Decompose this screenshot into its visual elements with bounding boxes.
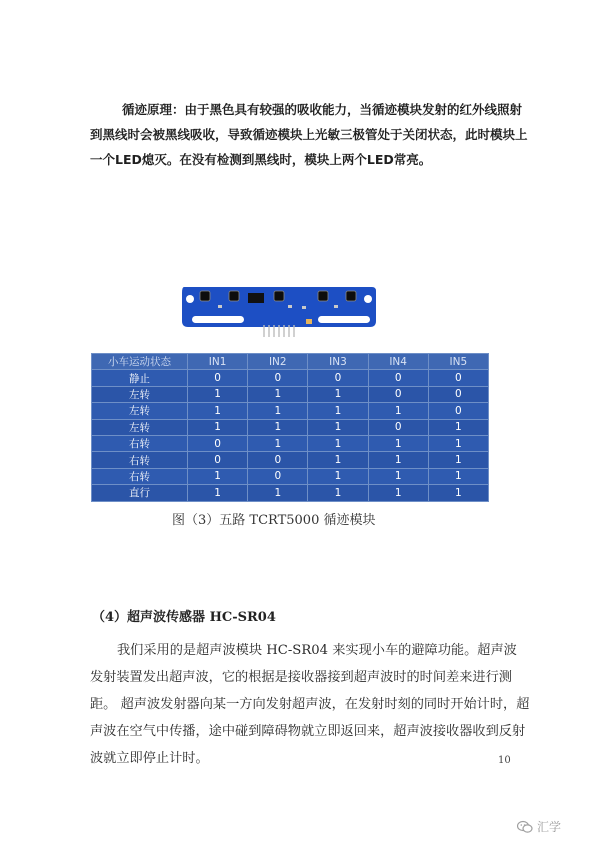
table-cell: 1 xyxy=(248,386,308,402)
figure-caption: 图（3）五路 TCRT5000 循迹模块 xyxy=(172,513,376,528)
table-cell: 1 xyxy=(308,403,368,419)
table-cell: 1 xyxy=(368,403,428,419)
table-cell: 0 xyxy=(368,370,428,386)
table-cell: 0 xyxy=(188,452,248,468)
table-header-cell: 小车运动状态 xyxy=(92,354,188,370)
table-cell: 静止 xyxy=(92,370,188,386)
table-cell: 1 xyxy=(428,435,488,451)
table-header-cell: IN3 xyxy=(308,354,368,370)
table-row xyxy=(92,403,489,419)
table-cell: 左转 xyxy=(92,403,188,419)
table-cell: 左转 xyxy=(92,419,188,435)
table-cell: 1 xyxy=(428,468,488,484)
table-cell: 1 xyxy=(248,435,308,451)
table-cell: 0 xyxy=(248,452,308,468)
table-cell: 1 xyxy=(188,386,248,402)
table-row xyxy=(92,370,489,386)
table-cell: 1 xyxy=(188,419,248,435)
table-cell: 0 xyxy=(188,370,248,386)
table-cell: 1 xyxy=(308,452,368,468)
table-cell: 1 xyxy=(248,403,308,419)
table-cell: 1 xyxy=(308,419,368,435)
table-header-cell: IN2 xyxy=(248,354,308,370)
table-cell: 0 xyxy=(368,419,428,435)
table-cell: 0 xyxy=(428,370,488,386)
wechat-icon xyxy=(517,820,533,834)
table-row xyxy=(92,419,489,435)
table-header-cell: IN5 xyxy=(428,354,488,370)
table-cell: 0 xyxy=(248,468,308,484)
table-cell: 1 xyxy=(308,435,368,451)
table-cell: 1 xyxy=(308,386,368,402)
table-cell: 1 xyxy=(188,403,248,419)
table-cell: 0 xyxy=(428,403,488,419)
table-cell: 右转 xyxy=(92,452,188,468)
table-cell: 1 xyxy=(428,485,488,501)
table-header-cell: IN4 xyxy=(368,354,428,370)
table-row xyxy=(92,435,489,451)
table-cell: 1 xyxy=(368,468,428,484)
table-header-row xyxy=(92,354,489,370)
table-cell: 右转 xyxy=(92,435,188,451)
tracking-principle-paragraph: 循迹原理：由于黑色具有较强的吸收能力，当循迹模块发射的红外线照射到黑线时会被黑线吸收，导致循迹模块上光敏三极管处于关闭状态，此时模块上一个LED熄灭。在没有检测到黑线时，模块上两个LED常亮。 xyxy=(90,102,528,167)
table-cell: 1 xyxy=(248,485,308,501)
table-cell: 1 xyxy=(428,419,488,435)
table-cell: 1 xyxy=(368,435,428,451)
table-cell: 1 xyxy=(188,468,248,484)
table-cell: 0 xyxy=(248,370,308,386)
table-cell: 0 xyxy=(368,386,428,402)
table-cell: 0 xyxy=(308,370,368,386)
table-cell: 1 xyxy=(428,452,488,468)
tcrt5000-module-image xyxy=(178,279,378,339)
watermark-text: 汇学 xyxy=(537,820,562,834)
table-row xyxy=(92,386,489,402)
table-cell: 左转 xyxy=(92,386,188,402)
page-number: 10 xyxy=(498,755,511,766)
table-cell: 1 xyxy=(188,485,248,501)
table-row xyxy=(92,485,489,501)
table-cell: 1 xyxy=(368,485,428,501)
watermark xyxy=(517,818,561,835)
table-cell: 1 xyxy=(308,468,368,484)
table-cell: 1 xyxy=(248,419,308,435)
table-cell: 直行 xyxy=(92,485,188,501)
table-cell: 0 xyxy=(188,435,248,451)
table-cell: 0 xyxy=(428,386,488,402)
table-cell: 右转 xyxy=(92,468,188,484)
table-cell: 1 xyxy=(368,452,428,468)
ultrasonic-paragraph: 我们采用的是超声波模块 HC-SR04 来实现小车的避障功能。超声波发射装置发出超声波，它的根据是接收器接到超声波时的时间差来进行测距。 超声波发射器向某一方向发射超声波，在发射时刻的同时开始计时，超声波在空气中传播，途中碰到障碍物就立即返回来，超声波接收器收到反射波就立即停止计时。 xyxy=(90,643,530,766)
table-cell: 1 xyxy=(308,485,368,501)
sensor-state-table xyxy=(91,353,489,502)
table-row xyxy=(92,452,489,468)
section-title: （4）超声波传感器 HC-SR04 xyxy=(92,610,276,625)
table-header-cell: IN1 xyxy=(188,354,248,370)
table-row xyxy=(92,468,489,484)
